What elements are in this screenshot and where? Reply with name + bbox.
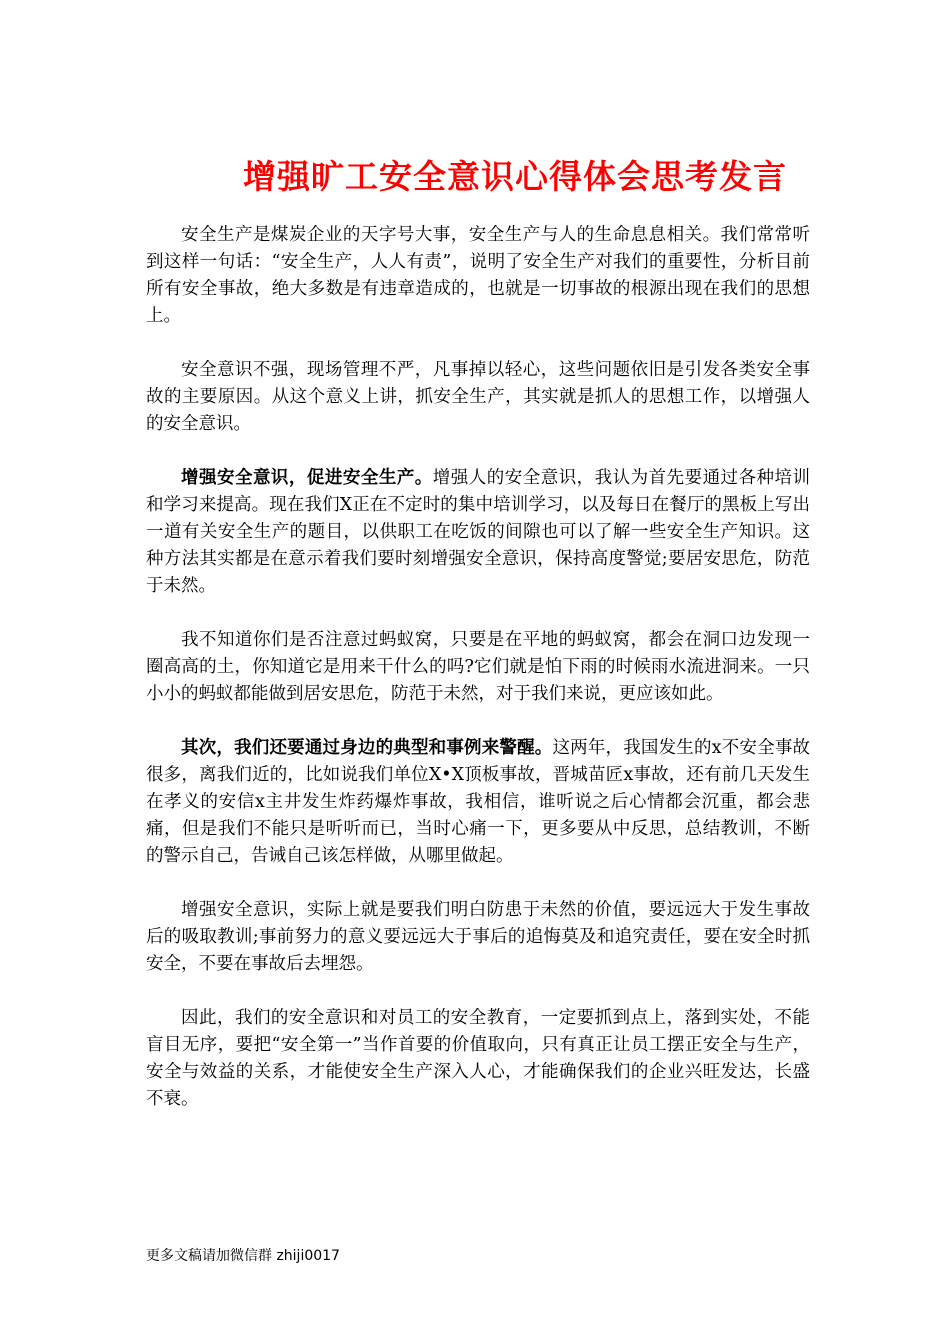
paragraph-1-text: 安全生产是煤炭企业的天字号大事，安全生产与人的生命息息相关。我们常常听到这样一句话：“安全生产，人人有责”，说明了安全生产对我们的重要性，分析目前所有安全事故，绝大多数是有违章造成的，也就是一切事故的根源出现在我们的思想上。 bbox=[146, 225, 810, 326]
paragraph-4 bbox=[146, 627, 810, 708]
paragraph-2-text: 安全意识不强，现场管理不严，凡事掉以轻心，这些问题依旧是引发各类安全事故的主要原因。从这个意义上讲，抓安全生产，其实就是抓人的思想工作，以增强人的安全意识。 bbox=[146, 360, 810, 434]
paragraph-6 bbox=[146, 897, 810, 978]
paragraph-2 bbox=[146, 357, 810, 438]
footer-note: 更多文稿请加微信群 zhiji0017 bbox=[146, 1248, 340, 1264]
paragraph-3 bbox=[146, 465, 810, 600]
paragraph-7-text: 因此，我们的安全意识和对员工的安全教育，一定要抓到点上，落到实处，不能盲目无序，要把“安全第一”当作首要的价值取向，只有真正让员工摆正安全与生产，安全与效益的关系，才能使安全生产深入人心，才能确保我们的企业兴旺发达，长盛不衰。 bbox=[146, 1008, 810, 1109]
paragraph-5 bbox=[146, 735, 810, 870]
paragraph-5-lead: 其次，我们还要通过身边的典型和事例来警醒。 bbox=[181, 738, 553, 758]
paragraph-3-lead: 增强安全意识，促进安全生产。 bbox=[181, 468, 433, 488]
paragraph-5-text: 这两年，我国发生的x不安全事故很多，离我们近的，比如说我们单位X•X顶板事故，晋城苗匠x事故，还有前几天发生在孝义的安信x主井发生炸药爆炸事故，我相信，谁听说之后心情都会沉重，都会悲痛，但是我们不能只是听听而已，当时心痛一下，更多要从中反思，总结教训，不断的警示自己，告诫自己该怎样做，从哪里做起。 bbox=[146, 738, 811, 866]
document-body bbox=[146, 222, 810, 1140]
paragraph-4-text: 我不知道你们是否注意过蚂蚁窝，只要是在平地的蚂蚁窝，都会在洞口边发现一圈高高的土，你知道它是用来干什么的吗?它们就是怕下雨的时候雨水流进洞来。一只小小的蚂蚁都能做到居安思危，防范于未然，对于我们来说，更应该如此。 bbox=[146, 630, 810, 704]
paragraph-3-text: 增强人的安全意识，我认为首先要通过各种培训和学习来提高。现在我们X正在不定时的集中培训学习，以及每日在餐厅的黑板上写出一道有关安全生产的题目，以供职工在吃饭的间隙也可以了解一些安全生产知识。这种方法其实都是在意示着我们要时刻增强安全意识，保持高度警觉;要居安思危，防范于未然。 bbox=[146, 468, 811, 596]
paragraph-1 bbox=[146, 222, 810, 330]
paragraph-7 bbox=[146, 1005, 810, 1113]
paragraph-6-text: 增强安全意识，实际上就是要我们明白防患于未然的价值，要远远大于发生事故后的吸取教训;事前努力的意义要远远大于事后的追悔莫及和追究责任，要在安全时抓安全，不要在事故后去埋怨。 bbox=[146, 900, 810, 974]
document-title: 增强旷工安全意识心得体会思考发言 bbox=[243, 157, 787, 196]
